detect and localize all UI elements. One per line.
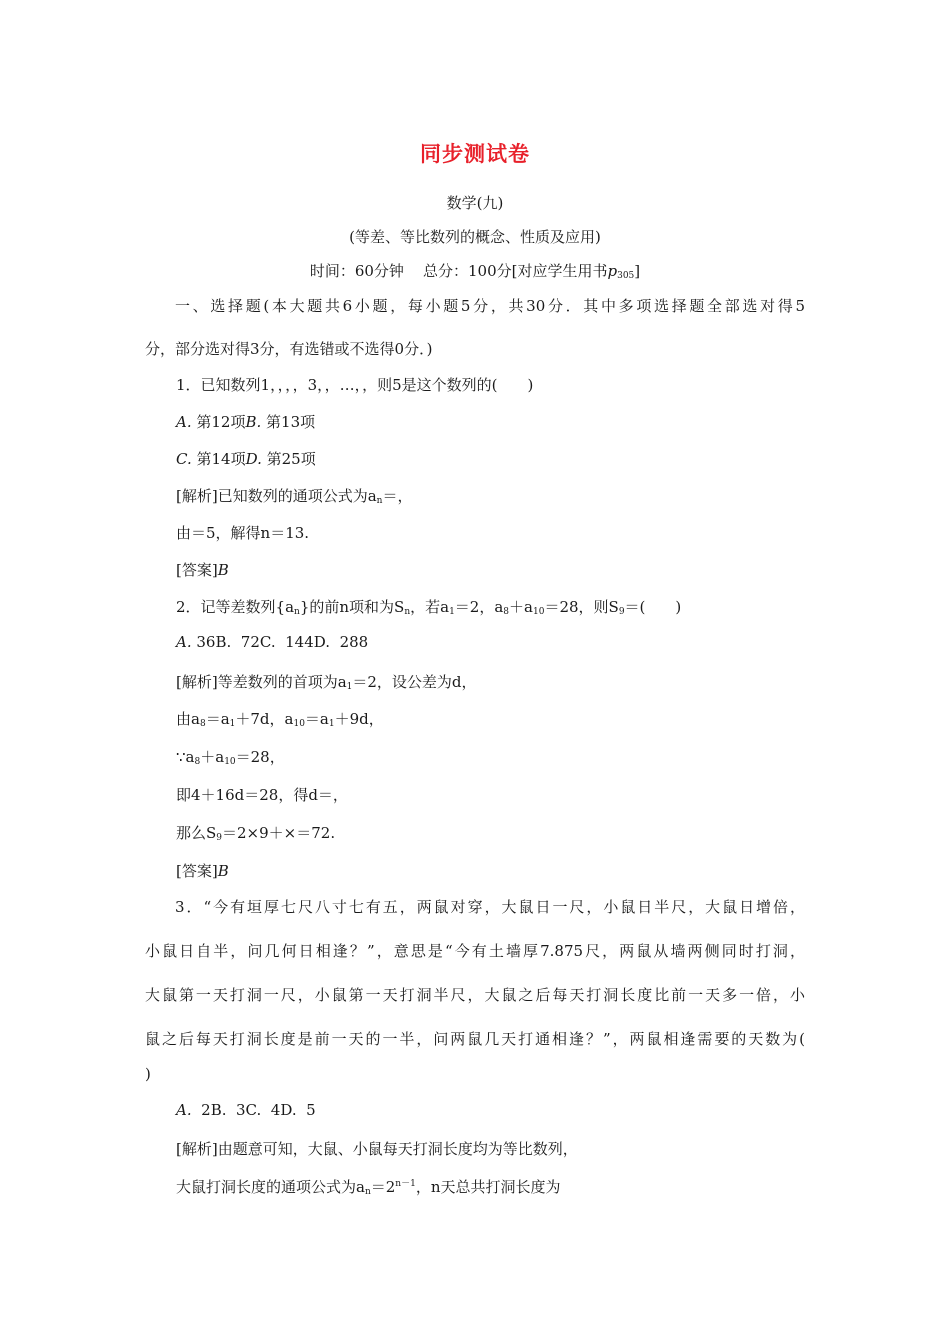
- question-1-stem: 1．已知数列1，，，，3，，…，，则5是这个数列的( ): [176, 376, 534, 394]
- question-3-line-1: 3．“今有垣厚七尺八寸七有五，两鼠对穿，大鼠日一尺，小鼠日半尺，大鼠日增倍，: [175, 898, 805, 916]
- question-1-options-cd: C. 第14项D. 第25项: [176, 450, 316, 468]
- question-3-line-4: 鼠之后每天打洞长度是前一天的一半，问两鼠几天打通相逢？”，两鼠相逢需要的天数为(: [145, 1030, 805, 1048]
- question-2-options: A. 36B. 72C. 144D. 288: [176, 633, 369, 651]
- question-1-analysis-2: 由＝5，解得n＝13.: [176, 524, 310, 542]
- question-1-analysis-1: [解析]已知数列的通项公式为$a_n=$，: [176, 487, 413, 506]
- question-2-analysis-2: 由$a_8=a_1+7d$，$a_{10}=a_1+9d$，: [176, 710, 384, 729]
- page-title: 同步测试卷: [420, 141, 530, 166]
- question-3-line-2: 小鼠日自半，问几何日相逢？”，意思是“今有土墙厚7.875尺，两鼠从墙两侧同时打洞，: [145, 942, 805, 960]
- subject-line: 数学(九): [446, 194, 504, 212]
- question-2-analysis-3: $\because a_8+a_{10}=28$，: [176, 748, 285, 767]
- question-1-options-ab: A. 第12项B. 第13项: [176, 413, 316, 431]
- question-3-analysis-1: [解析]由题意可知，大鼠、小鼠每天打洞长度均为等比数列，: [176, 1140, 578, 1158]
- question-2-stem: 2．记等差数列$\{a_n\}$的前n项和为$S_n$，若$a_1=2$，$a_8+a_{10}=28$，则$S_9=$( ): [176, 598, 682, 617]
- section-heading-line1: 一、选择题(本大题共6小题，每小题5分，共30分．其中多项选择题全部选对得5: [175, 297, 805, 315]
- section-heading-line2: 分，部分选对得3分，有选错或不选得0分．): [145, 340, 433, 358]
- question-3-line-5: ): [145, 1065, 151, 1083]
- question-1-answer: [答案]B: [176, 561, 229, 579]
- question-2-analysis-5: 那么$S_9=2\times 9+\times=72$.: [176, 824, 336, 843]
- meta-line: 时间：60分钟 总分：100分[对应学生用书$p_{305}$]: [309, 262, 641, 281]
- topic-line: (等差、等比数列的概念、性质及应用): [349, 228, 601, 246]
- question-2-answer: [答案]B: [176, 862, 229, 880]
- question-3-options: A. 2B. 3C. 4D. 5: [176, 1101, 316, 1119]
- question-2-analysis-4: 即4＋16d＝28，得d＝，: [176, 786, 348, 804]
- question-3-analysis-2: 大鼠打洞长度的通项公式为$a_n=2^{n-1}$，n天总共打洞长度为: [176, 1178, 561, 1197]
- question-3-line-3: 大鼠第一天打洞一尺，小鼠第一天打洞半尺，大鼠之后每天打洞长度比前一天多一倍，小: [145, 986, 805, 1004]
- question-2-analysis-1: [解析]等差数列的首项为$a_1=2$，设公差为d，: [176, 673, 477, 692]
